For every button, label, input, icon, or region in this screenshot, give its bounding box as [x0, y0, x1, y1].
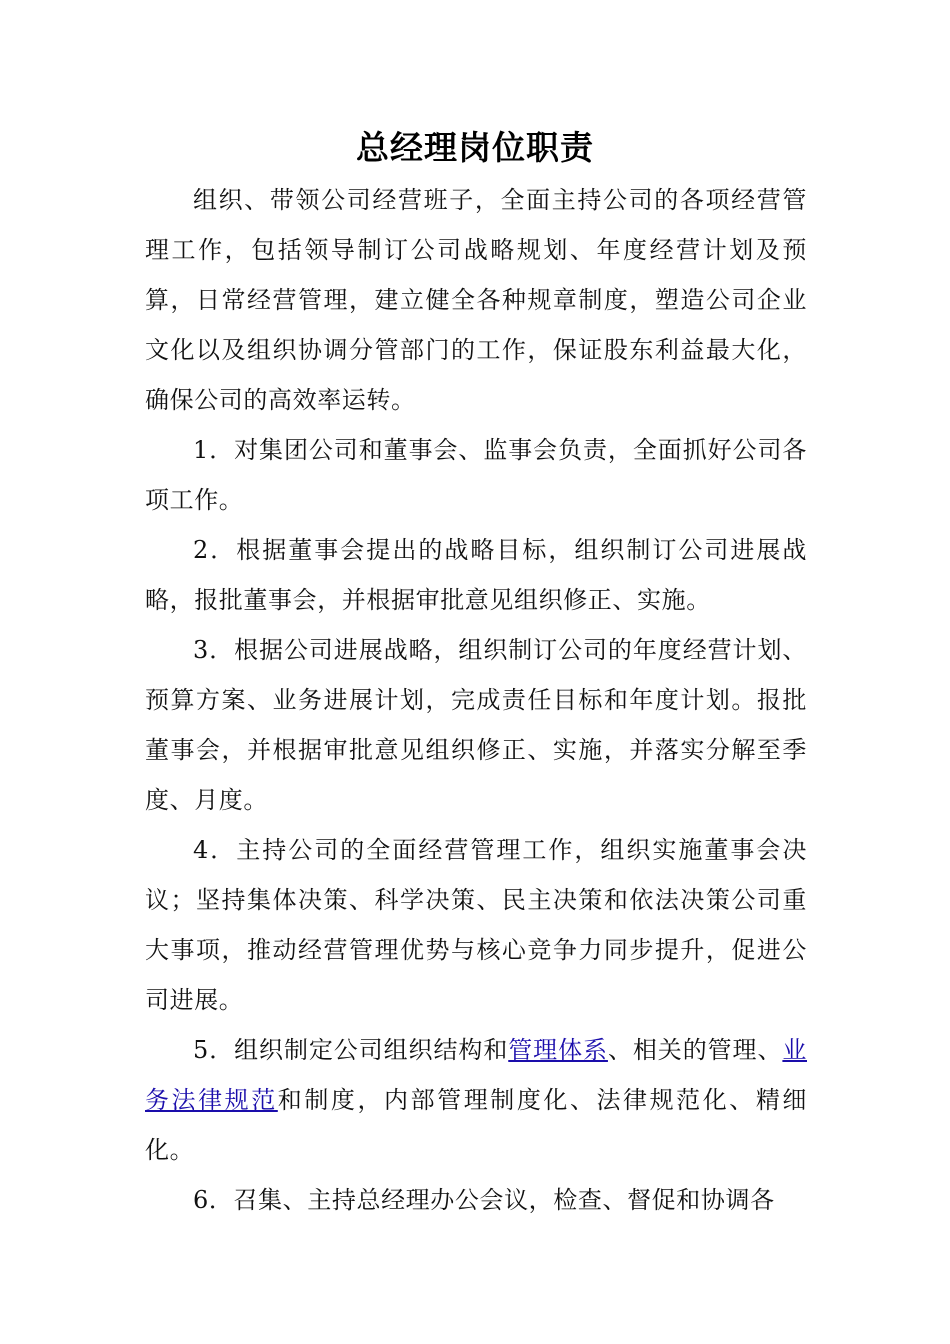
duty-item-5 [145, 1025, 807, 1175]
duty-item-5-text-a: 5．组织制定公司组织结构和 [193, 1036, 509, 1064]
duty-item-4: 4．主持公司的全面经营管理工作，组织实施董事会决议；坚持集体决策、科学决策、民主决策和依法决策公司重大事项，推动经营管理优势与核心竞争力同步提升，促进公司进展。 [145, 836, 807, 1014]
management-system-link[interactable]: 管理体系 [508, 1036, 608, 1064]
duty-item-3: 3．根据公司进展战略，组织制订公司的年度经营计划、预算方案、业务进展计划，完成责任目标和年度计划。报批董事会，并根据审批意见组织修正、实施，并落实分解至季度、月度。 [145, 636, 807, 814]
business-legal-norms-link[interactable]: 业务法律规范 [145, 1036, 807, 1114]
duty-item-5-text-c: 和制度，内部管理制度化、法律规范化、精细化。 [145, 1086, 808, 1164]
document-body [145, 175, 807, 1225]
duty-item-6: 6．召集、主持总经理办公会议，检查、督促和协调各 [193, 1186, 775, 1214]
intro-paragraph: 组织、带领公司经营班子，全面主持公司的各项经营管理工作，包括领导制订公司战略规划、年度经营计划及预算，日常经营管理，建立健全各种规章制度，塑造公司企业文化以及组织协调分管部门的工作，保证股东利益最大化，确保公司的高效率运转。 [145, 186, 807, 414]
duty-item-1: 1．对集团公司和董事会、监事会负责，全面抓好公司各项工作。 [145, 436, 807, 514]
duty-item-2: 2．根据董事会提出的战略目标，组织制订公司进展战略，报批董事会，并根据审批意见组织修正、实施。 [145, 536, 807, 614]
page-title: 总经理岗位职责 [356, 128, 594, 167]
duty-item-5-text-b: 、相关的管理、 [607, 1036, 783, 1064]
